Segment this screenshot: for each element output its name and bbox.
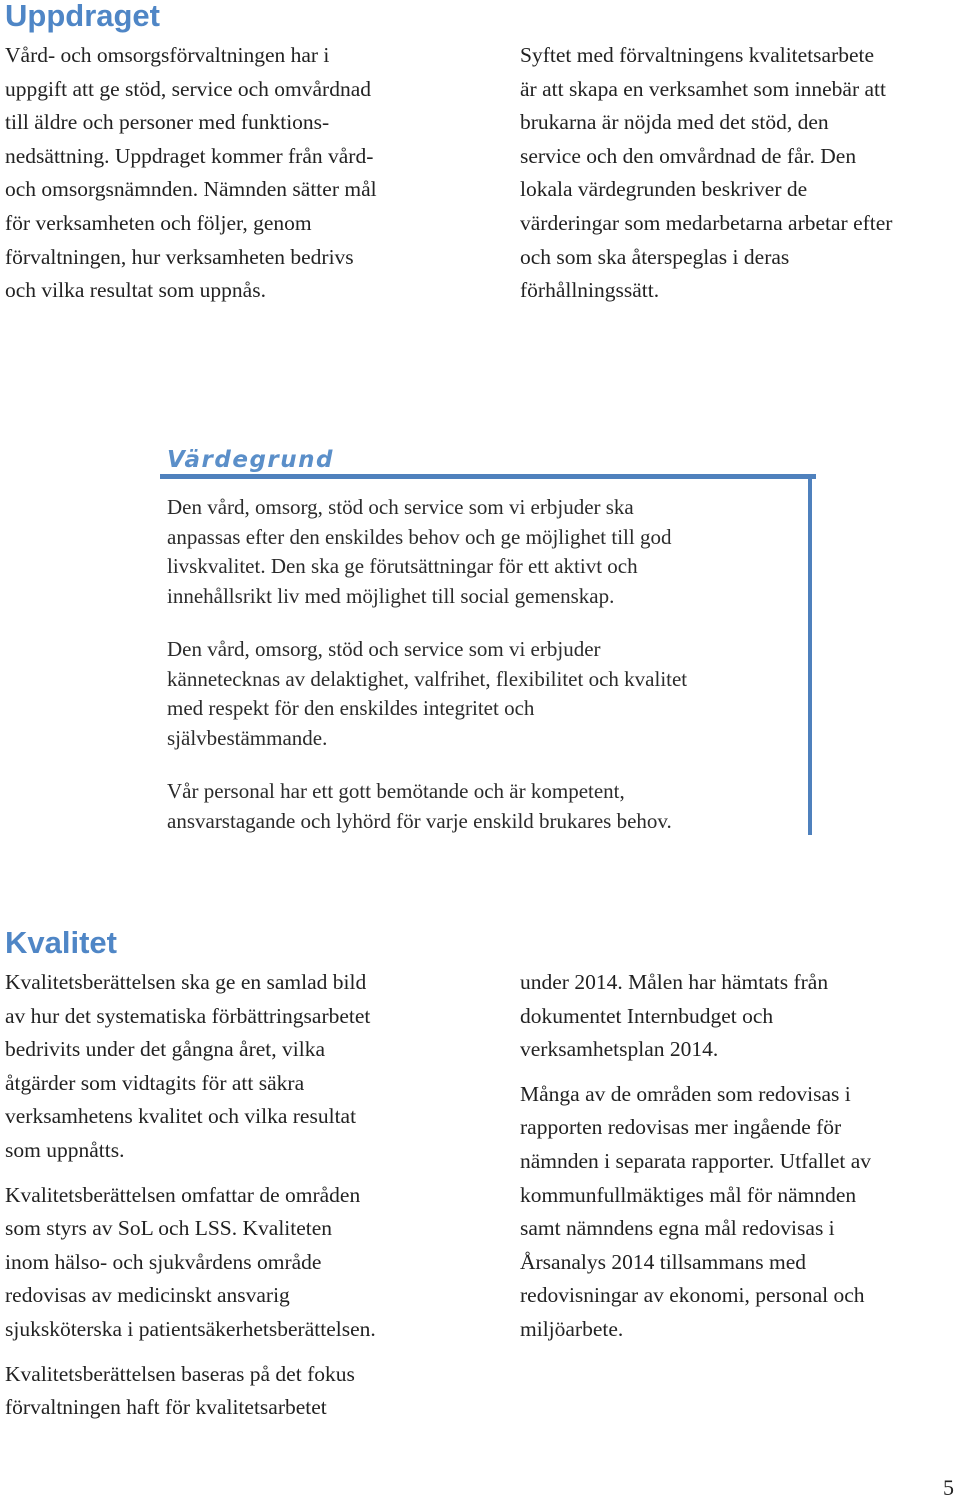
vardegrund-paragraph-2: Den vård, omsorg, stöd och service som vi erbjuder kännetecknas av delaktighet, valfrihet, flexibilitet och kvalitet med respekt för den enskildes integritet och självbestämmande. — [167, 637, 688, 750]
kvalitet-right-column — [520, 966, 950, 1347]
uppdraget-heading: Uppdraget — [5, 0, 160, 33]
kvalitet-left-column — [5, 966, 485, 1425]
uppdraget-left-column — [5, 39, 475, 308]
vardegrund-paragraph-3: Vår personal har ett gott bemötande och är kompetent, ansvarstagande och lyhörd för varje enskild brukares behov. — [167, 779, 672, 833]
kvalitet-left-paragraph-3: Kvalitetsberättelsen baseras på det fokus förvaltningen haft för kvalitetsarbetet — [5, 1361, 355, 1420]
vardegrund-body — [167, 493, 807, 836]
kvalitet-right-paragraph-1: under 2014. Målen har hämtats från dokumentet Internbudget och verksamhetsplan 2014. — [520, 970, 829, 1062]
kvalitet-right-paragraph-2: Många av de områden som redovisas i rapporten redovisas mer ingående för nämnden i separata rapporter. Utfallet av kommunfullmäktiges mål för nämnden samt nämndens egna mål redovisas i Årsanalys 2014 tillsammans med redovisningar av ekonomi, personal och miljöarbete. — [520, 1081, 872, 1341]
kvalitet-left-paragraph-2: Kvalitetsberättelsen omfattar de områden som styrs av SoL och LSS. Kvaliteten inom hälso- och sjukvårdens område redovisas av medicinskt ansvarig sjuksköterska i patientsäkerhetsberättelsen. — [5, 1182, 376, 1341]
kvalitet-left-paragraph-1: Kvalitetsberättelsen ska ge en samlad bild av hur det systematiska förbättringsarbetet bedrivits under det gångna året, vilka åtgärder som vidtagits för att säkra verksamhetens kvalitet och vilka resultat som uppnåtts. — [5, 970, 371, 1162]
vardegrund-paragraph-1: Den vård, omsorg, stöd och service som vi erbjuder ska anpassas efter den enskildes behov och ge möjlighet till god livskvalitet. Den ska ge förutsättningar för ett aktivt och innehållsrikt liv med möjlighet till social gemenskap. — [167, 495, 672, 608]
kvalitet-heading: Kvalitet — [5, 925, 117, 960]
vardegrund-right-border — [808, 474, 812, 835]
page-number: 5 — [943, 1475, 954, 1500]
uppdraget-right-column — [520, 39, 960, 308]
vardegrund-title: Värdegrund — [167, 447, 334, 473]
uppdraget-left-paragraph: Vård- och omsorgsförvaltningen har i uppgift att ge stöd, service och omvårdnad till äldre och personer med funktions- nedsättning. Uppdraget kommer från vård- och omsorgsnämnden. Nämnden sätter mål för verksamheten och följer, genom förvaltningen, hur verksamheten bedrivs och vilka resultat som uppnås. — [5, 43, 377, 303]
uppdraget-right-paragraph: Syftet med förvaltningens kvalitetsarbete är att skapa en verksamhet som innebär att brukarna är nöjda med det stöd, den service och den omvårdnad de får. Den lokala värdegrunden beskriver de värderingar som medarbetarna arbetar efter och som ska återspeglas i deras förhållningssätt. — [520, 43, 893, 303]
vardegrund-top-border — [160, 474, 816, 479]
